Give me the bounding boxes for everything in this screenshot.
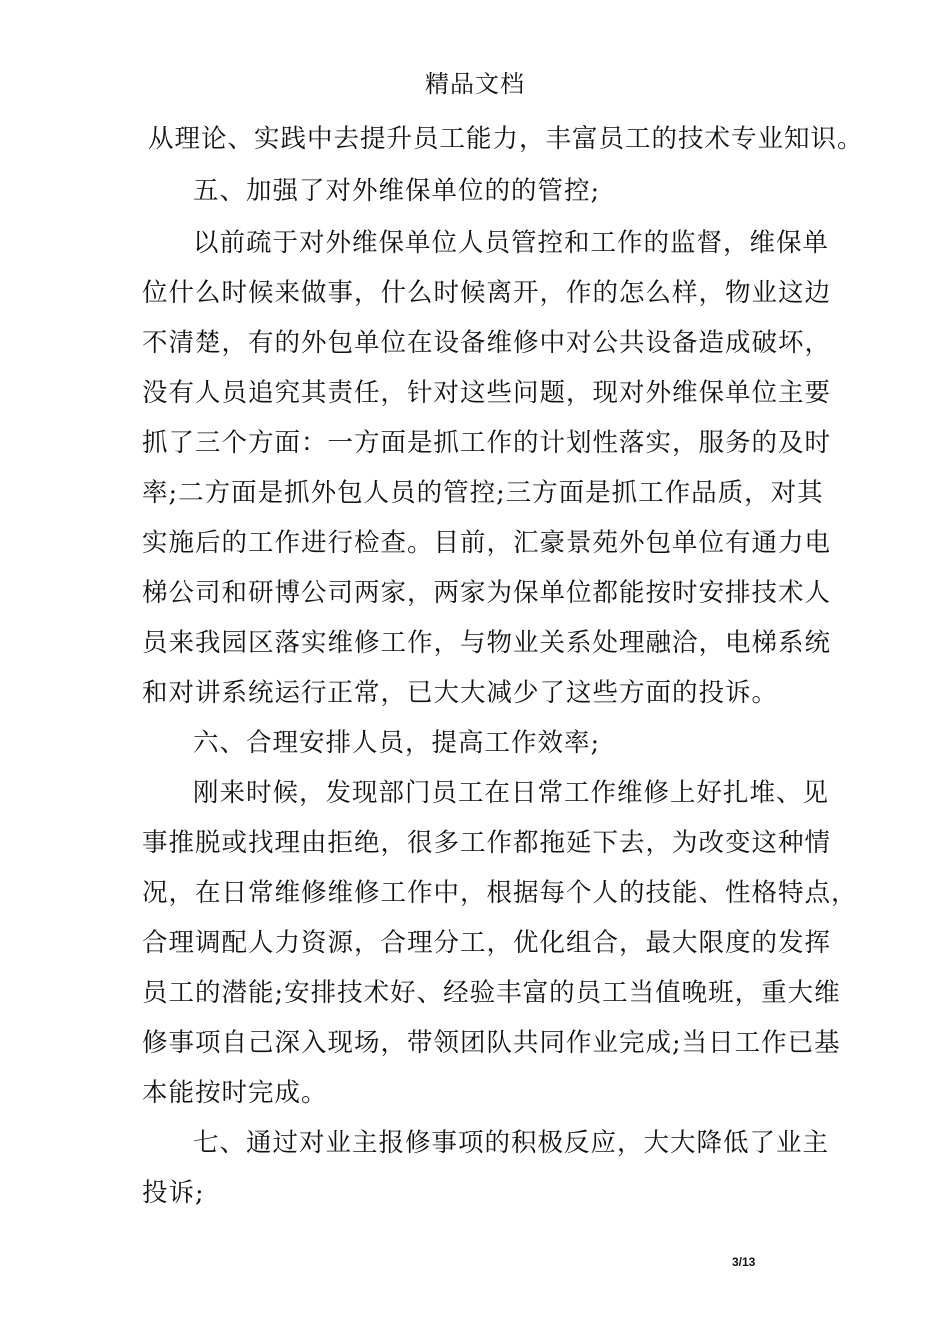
text-line: 员工的潜能;安排技术好、经验丰富的员工当值晚班，重大维 — [142, 978, 841, 1008]
text-line: 投诉; — [142, 1178, 205, 1208]
text-line: 抓了三个方面：一方面是抓工作的计划性落实，服务的及时 — [142, 428, 832, 458]
text-line: 本能按时完成。 — [142, 1078, 328, 1108]
page-number: 3/13 — [732, 1255, 756, 1269]
text-line: 实施后的工作进行检查。目前，汇豪景苑外包单位有通力电 — [142, 528, 832, 558]
text-line: 率;二方面是抓外包人员的管控;三方面是抓工作品质，对其 — [142, 478, 824, 508]
text-line: 员来我园区落实维修工作，与物业关系处理融洽，电梯系统 — [142, 628, 832, 658]
text-line: 和对讲系统运行正常，已大大减少了这些方面的投诉。 — [142, 678, 779, 708]
section-heading: 五、加强了对外维保单位的的管控; — [193, 176, 601, 206]
text-line: 梯公司和研博公司两家，两家为保单位都能按时安排技术人 — [142, 578, 832, 608]
text-line: 刚来时候，发现部门员工在日常工作维修上好扎堆、见 — [193, 778, 830, 808]
text-line: 以前疏于对外维保单位人员管控和工作的监督，维保单 — [193, 228, 830, 258]
section-heading: 六、合理安排人员，提高工作效率; — [193, 728, 601, 758]
text-line: 况，在日常维修维修工作中，根据每个人的技能、性格特点， — [142, 878, 858, 908]
text-line: 合理调配人力资源，合理分工，优化组合，最大限度的发挥 — [142, 928, 832, 958]
text-line: 修事项自己深入现场，带领团队共同作业完成;当日工作已基 — [142, 1028, 841, 1058]
document-header: 精品文档 — [425, 70, 525, 98]
text-line: 不清楚，有的外包单位在设备维修中对公共设备造成破坏， — [142, 328, 832, 358]
text-line: 没有人员追究其责任，针对这些问题，现对外维保单位主要 — [142, 378, 832, 408]
text-line: 位什么时候来做事，什么时候离开，作的怎么样，物业这边 — [142, 278, 832, 308]
text-line: 事推脱或找理由拒绝，很多工作都拖延下去，为改变这种情 — [142, 828, 832, 858]
section-heading: 七、通过对业主报修事项的积极反应，大大降低了业主 — [193, 1128, 830, 1158]
text-line: 从理论、实践中去提升员工能力，丰富员工的技术专业知识。 — [148, 124, 864, 154]
